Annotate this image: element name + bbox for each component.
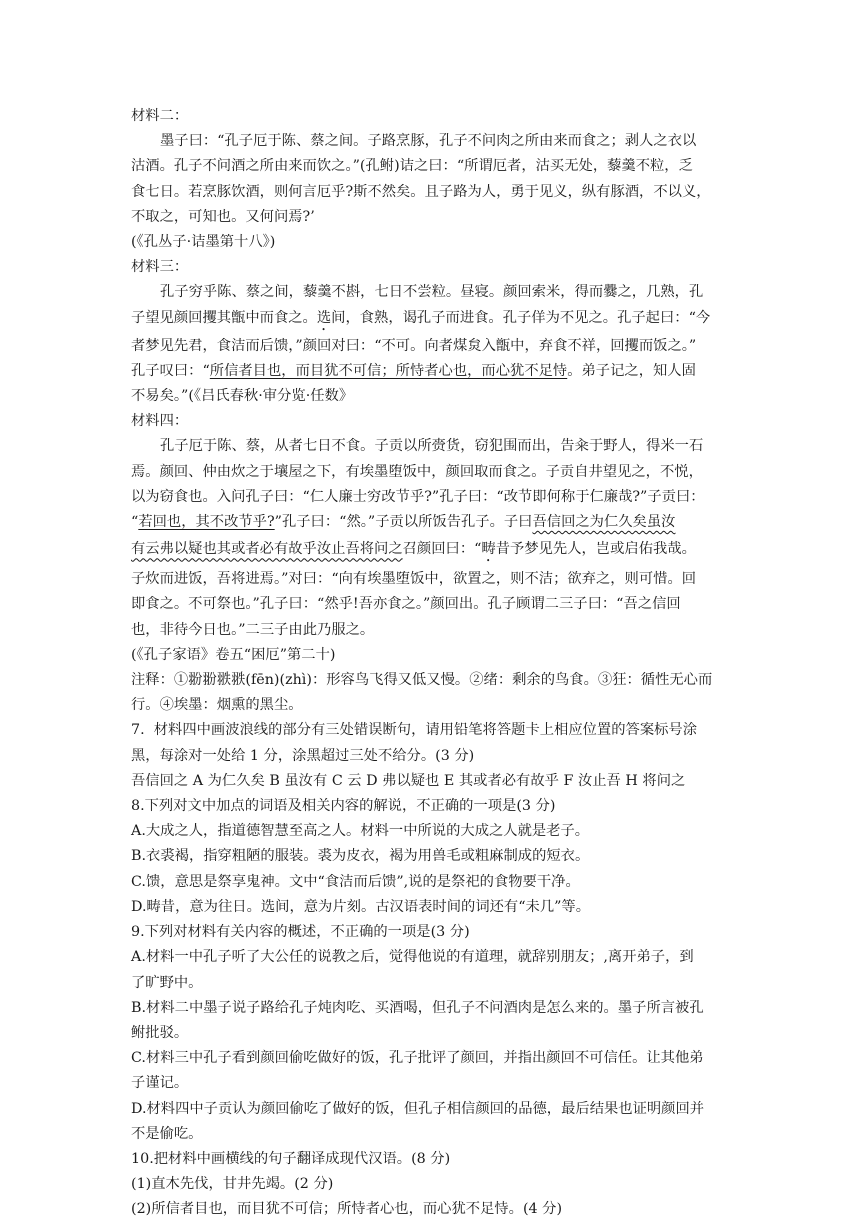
material-2-line: 墨子曰：“孔子厄于陈、蔡之间。子路烹豚，孔子不问肉之所由来而食之；剥人之衣以 — [160, 133, 697, 150]
question-7-stem: 7. 材料四中画波浪线的部分有三处错误断句，请用铅笔将答题卡上相应位置的答案标号涂 — [131, 722, 698, 739]
question-8-option-d: D.畴昔，意为往日。选间，意为片刻。古汉语表时间的词还有“未几”等。 — [131, 898, 591, 915]
dotted-word: 畴 — [481, 541, 496, 558]
wavy-underlined-passage: 吾信回之为仁久矣虽汝 — [532, 514, 676, 531]
material-2-heading: 材料二： — [131, 108, 189, 124]
question-9-option-c: C.材料三中孔子看到颜回偷吃做好的饭，孔子批评了颜回，并指出颜回不可信任。让其他弟 — [131, 1050, 704, 1067]
text-segment: 召颜回曰：“ — [402, 541, 482, 558]
material-3-line — [131, 306, 729, 334]
text-segment: 昔予梦见先人，岂或启佑我哉。 — [495, 541, 696, 558]
text-segment: “ — [131, 514, 139, 531]
material-3-source: 不易矣。”(《吕氏春秋·审分览·任数》 — [131, 388, 354, 405]
material-4-line — [131, 510, 729, 535]
question-10-stem: 10.把材料中画横线的句子翻译成现代汉语。(8 分) — [131, 1150, 451, 1167]
material-3-line: 孔子穷乎陈、蔡之间，藜羹不斟，七日不尝粒。昼寝。颜回索米，得而爨之，几熟，孔 — [160, 284, 704, 301]
underlined-sentence: 若回也，其不改节乎? — [138, 514, 275, 531]
question-9-option-a: A.材料一中孔子听了大公任的说教之后，觉得他说的有道理，就辞别朋友；,离开弟子，到 — [131, 949, 694, 966]
question-9-option-d: 不是偷吃。 — [131, 1125, 203, 1142]
note-line: 行。④埃墨：烟熏的黑尘。 — [131, 697, 303, 714]
material-2-line: 不取之，可知也。又何问焉?’ — [131, 208, 315, 225]
note-line: 注释：①翂翂翐翐(fēn)(zhì)：形容鸟飞得又低又慢。②绪：剩余的鸟食。③狂：循性无心而 — [131, 672, 713, 689]
material-2-source: (《孔丛子·诘墨第十八》) — [131, 234, 276, 251]
question-9-option-a: 了旷野中。 — [131, 974, 203, 991]
question-8-option-a: A.大成之人，指道德智慧至高之人。材料一中所说的大成之人就是老子。 — [131, 823, 590, 840]
material-4-heading: 材料四： — [131, 413, 189, 430]
material-4-line: 子炊而进饭，吾将进焉。”对曰：“向有埃墨堕饭中，欲置之，则不洁；欲弃之，则可惜。回 — [131, 571, 697, 588]
question-8-option-b: B.衣裘褐，指穿粗陋的服装。裘为皮衣，褐为用兽毛或粗麻制成的短衣。 — [131, 848, 590, 865]
material-4-line: 孔子厄于陈、蔡，从者七日不食。子贡以所赍货，窃犯围而出，告籴于野人，得米一石 — [160, 438, 704, 455]
material-4-line: 以为窃食也。入问孔子曰：“仁人廉士穷改节乎?”孔子曰：“改节即何称于仁廉哉?”子贡曰： — [131, 488, 705, 505]
material-4-line: 即食之。不可祭也。”孔子曰：“然乎!吾亦食之。”颜回出。孔子顾谓二三子曰：“吾之信回 — [131, 596, 681, 613]
question-10-sub-1: (1)直木先伐，甘井先竭。(2 分) — [131, 1176, 334, 1193]
question-8-stem: 8.下列对文中加点的词语及相关内容的解说，不正确的一项是(3 分) — [131, 798, 556, 815]
question-7-options: 吾信回之 A 为仁久矣 B 虽汝有 C 云 D 弗以疑也 E 其或者必有故乎 F 汝止吾 H 将问之 — [131, 772, 686, 789]
dotted-word: 选 — [316, 309, 332, 326]
wavy-underlined-passage: 有云弗以疑也其或者必有故乎汝止吾将问之 — [131, 541, 403, 558]
material-4-line — [131, 537, 729, 565]
underlined-sentence: 所信者目也，而目犹不可信；所恃者心也，而心犹不足恃 — [209, 362, 568, 379]
question-9-option-b: B.材料二中墨子说子路给孔子炖肉吃、买酒喝，但孔子不问酒肉是怎么来的。墨子所言被孔 — [131, 999, 704, 1016]
material-3-line: 者梦见先君，食洁而后馈，”颜回对曰：“不可。向者煤炱入甑中，弃食不祥，回攫而饭之。” — [131, 337, 697, 354]
text-segment: 。弟子记之，知人固 — [567, 362, 696, 379]
document-body — [131, 104, 729, 1223]
question-8-option-c: C.馈，意思是祭享鬼神。文中“食洁而后馈”,说的是祭祀的食物要干净。 — [131, 873, 580, 890]
text-segment: ”孔子曰：“然。”子贡以所饭告孔子。子曰 — [274, 514, 533, 531]
text-segment: 子望见颜回攫其甑中而食之。 — [131, 309, 317, 326]
question-9-option-b: 鲋批驳。 — [131, 1024, 189, 1041]
material-2-line: 沽酒。孔子不问酒之所由来而饮之。”(孔鲋)诘之曰：“所谓厄者，沽买无处，藜羹不粒，乏 — [131, 158, 693, 175]
question-9-option-d: D.材料四中子贡认为颜回偷吃了做好的饭，但孔子相信颜回的品德，最后结果也证明颜回并 — [131, 1100, 705, 1117]
material-2-line: 食七日。若烹豚饮酒，则何言厄乎?斯不然矣。且子路为人，勇于见义，纵有豚酒，不以义， — [131, 183, 711, 200]
material-3-line — [131, 359, 729, 384]
material-4-source: (《孔子家语》卷五“困厄”第二十) — [131, 646, 336, 663]
material-4-line: 焉。颜回、仲由炊之于壤屋之下，有埃墨堕饭中，颜回取而食之。子贡自井望见之，不悦， — [131, 463, 703, 480]
question-10-sub-2: (2)所信者目也，而目犹不可信；所恃者心也，而心犹不足恃。(4 分) — [131, 1201, 563, 1218]
question-9-stem: 9.下列对材料有关内容的概述，不正确的一项是(3 分) — [131, 924, 470, 941]
text-segment: 孔子叹曰：“ — [131, 362, 210, 379]
text-segment: 间，食熟，谒孔子而进食。孔子佯为不见之。孔子起曰：“今 — [331, 309, 711, 326]
question-9-option-c: 子谨记。 — [131, 1075, 189, 1092]
material-4-line: 也，非待今日也。”二三子由此乃服之。 — [131, 621, 375, 638]
question-7-stem: 黑，每涂对一处给 1 分，涂黑超过三处不给分。(3 分) — [131, 747, 475, 764]
material-3-heading: 材料三： — [131, 259, 189, 276]
